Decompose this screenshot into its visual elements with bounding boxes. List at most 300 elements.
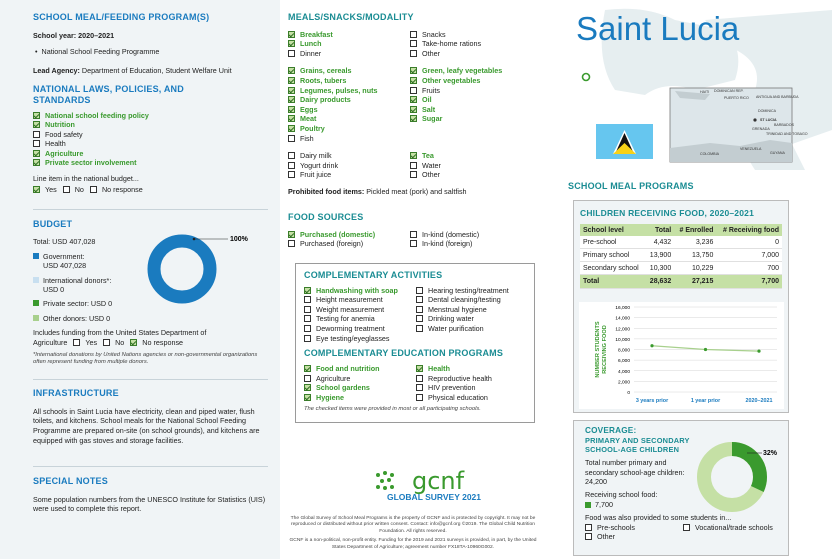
sources-col-a bbox=[288, 230, 410, 249]
meals-col-a bbox=[288, 30, 410, 59]
checklist-label: Menstrual hygiene bbox=[428, 304, 487, 314]
table-header-row bbox=[580, 224, 782, 236]
checkbox[interactable] bbox=[33, 131, 40, 138]
usda-yes-checkbox[interactable] bbox=[73, 339, 80, 346]
coverage-donut bbox=[692, 439, 790, 513]
y-tick-label: 14,000 bbox=[615, 316, 630, 322]
checklist-item bbox=[304, 305, 416, 315]
checklist-item bbox=[304, 374, 416, 384]
sources-col-b bbox=[410, 230, 479, 249]
table-cell: 7,000 bbox=[716, 249, 782, 262]
st-lucia-dot bbox=[753, 118, 756, 121]
checkbox[interactable] bbox=[304, 375, 311, 382]
children-heading: CHILDREN RECEIVING FOOD, 2020–2021 bbox=[580, 208, 755, 218]
checklist-label: Fish bbox=[300, 133, 314, 143]
also-provided: Food was also provided to some students in... bbox=[585, 513, 732, 523]
table-header-cell: Total bbox=[645, 224, 674, 236]
checklist-item bbox=[410, 30, 481, 40]
legend-government: Government: USD 407,028 bbox=[33, 252, 268, 271]
checklist-item bbox=[304, 364, 416, 374]
checkbox[interactable] bbox=[410, 231, 417, 238]
program-item: • National School Feeding Programme bbox=[35, 47, 160, 57]
map-label: HAITI bbox=[700, 90, 710, 94]
checklist-label: Fruits bbox=[422, 85, 440, 95]
budget-donut-ring bbox=[154, 241, 210, 297]
notes-text: Some population numbers from the UNESCO Institute for Statistics (UIS) were used to complete this report. bbox=[33, 494, 266, 514]
checklist-item bbox=[288, 230, 410, 240]
checkbox[interactable] bbox=[416, 315, 423, 322]
edu-col-b bbox=[416, 364, 492, 402]
coverage-heading: COVERAGE: bbox=[585, 426, 637, 435]
vocational-checkbox[interactable] bbox=[683, 524, 690, 531]
checklist-label: Deworming treatment bbox=[316, 324, 385, 334]
checkbox[interactable] bbox=[410, 106, 417, 113]
checklist-item bbox=[416, 305, 509, 315]
checklist-label: Food safety bbox=[45, 129, 83, 139]
checklist-label: Eye testing/eyeglasses bbox=[316, 333, 390, 343]
checklist-label: Other bbox=[422, 170, 440, 180]
checklist-item bbox=[416, 364, 492, 374]
checkbox[interactable] bbox=[410, 240, 417, 247]
checklist-label: Roots, tubers bbox=[300, 76, 347, 86]
meal-program-section bbox=[33, 12, 268, 76]
checklist-item bbox=[410, 161, 441, 171]
table-total-row bbox=[580, 275, 782, 288]
checklist-item bbox=[410, 239, 479, 249]
checklist-label: Snacks bbox=[422, 29, 446, 39]
checklist-item bbox=[288, 30, 410, 40]
checkbox[interactable] bbox=[288, 67, 295, 74]
y-tick-label: 2,000 bbox=[617, 380, 630, 386]
checklist-label: Dinner bbox=[300, 48, 322, 58]
checklist-label: Dairy milk bbox=[300, 151, 332, 161]
table-header-cell: # Receiving food bbox=[716, 224, 782, 236]
no-response-checkbox[interactable] bbox=[90, 186, 97, 193]
checklist-label: Other vegetables bbox=[422, 76, 481, 86]
checklist-item bbox=[33, 120, 268, 130]
table-cell: 13,900 bbox=[645, 249, 674, 262]
also-options-row: Pre-schools Vocational/trade schools bbox=[585, 523, 782, 533]
map-label: ST LUCIA bbox=[760, 118, 777, 122]
checkbox[interactable] bbox=[288, 125, 295, 132]
international-swatch bbox=[33, 277, 39, 283]
checklist-item bbox=[288, 170, 410, 180]
checklist-label: Sugar bbox=[422, 114, 443, 124]
checklist-label: Agriculture bbox=[316, 373, 351, 383]
map-label: GRENADA bbox=[752, 127, 770, 131]
checklist-label: In-kind (domestic) bbox=[422, 229, 480, 239]
sources-grid bbox=[288, 230, 538, 249]
complementary-heading: COMPLEMENTARY ACTIVITIES bbox=[304, 270, 443, 280]
edu-col-a bbox=[304, 364, 416, 402]
table-cell: 3,236 bbox=[674, 236, 716, 249]
table-total-cell: 28,632 bbox=[645, 275, 674, 288]
checklist-item bbox=[410, 114, 502, 124]
divider bbox=[33, 379, 268, 380]
prohibited-items: Prohibited food items: Pickled meat (pork) and saltfish bbox=[288, 187, 467, 196]
checkbox[interactable] bbox=[33, 140, 40, 147]
yes-checkbox[interactable] bbox=[33, 186, 40, 193]
checklist-item bbox=[410, 95, 502, 105]
checkbox[interactable] bbox=[410, 96, 417, 103]
checkbox[interactable] bbox=[410, 115, 417, 122]
checklist-item bbox=[288, 151, 410, 161]
checklist-label: Dental cleaning/testing bbox=[428, 295, 501, 305]
checkbox[interactable] bbox=[288, 152, 295, 159]
checkbox[interactable] bbox=[416, 375, 423, 382]
programs-heading-wrap bbox=[568, 181, 808, 193]
x-tick-label: 3 years prior bbox=[635, 398, 669, 404]
checklist-item bbox=[410, 105, 502, 115]
checkbox[interactable] bbox=[304, 306, 311, 313]
footer bbox=[286, 516, 540, 551]
checkbox[interactable] bbox=[410, 67, 417, 74]
checkbox[interactable] bbox=[304, 325, 311, 332]
checklist-item bbox=[304, 295, 416, 305]
checkbox[interactable] bbox=[33, 112, 40, 119]
checklist-label: Green, leafy vegetables bbox=[422, 66, 503, 76]
country-title: Saint Lucia bbox=[576, 10, 740, 47]
checklist-label: Hygiene bbox=[316, 392, 344, 402]
comp-col-a bbox=[304, 286, 416, 344]
checklist-label: Oil bbox=[422, 95, 432, 105]
data-point bbox=[650, 344, 653, 347]
coverage-subheading: PRIMARY AND SECONDARY SCHOOL-AGE CHILDREN bbox=[585, 435, 690, 454]
checklist-label: Purchased (foreign) bbox=[300, 239, 364, 249]
budget-line-question: Line item in the national budget... bbox=[33, 174, 139, 184]
checklist-label: Lunch bbox=[300, 39, 322, 49]
checklist-item bbox=[288, 39, 410, 49]
checkbox[interactable] bbox=[304, 296, 311, 303]
checklist-label: Nutrition bbox=[45, 120, 75, 130]
checklist-item bbox=[33, 149, 268, 159]
checklist-item bbox=[288, 124, 410, 134]
checklist-label: Food and nutrition bbox=[316, 363, 380, 373]
coverage-total: Total number primary and secondary school-age children: 24,200 bbox=[585, 458, 685, 487]
checklist-label: Water purification bbox=[428, 324, 484, 334]
education-grid bbox=[304, 364, 526, 402]
trend-chart bbox=[579, 302, 784, 409]
checkbox[interactable] bbox=[416, 394, 423, 401]
checklist-item bbox=[410, 39, 481, 49]
checkbox[interactable] bbox=[416, 296, 423, 303]
checkbox[interactable] bbox=[304, 287, 311, 294]
complementary-grid bbox=[304, 286, 526, 344]
meal-program-heading: SCHOOL MEAL/FEEDING PROGRAM(S) bbox=[33, 12, 210, 22]
checkbox[interactable] bbox=[416, 306, 423, 313]
checklist-label: Handwashing with soap bbox=[316, 285, 398, 295]
checklist-item bbox=[410, 170, 441, 180]
checklist-item bbox=[288, 105, 410, 115]
map-label: TRINIDAD AND TOBAGO bbox=[766, 132, 808, 136]
checklist-label: Take-home rations bbox=[422, 39, 482, 49]
checklist-item bbox=[410, 66, 502, 76]
checklist-item bbox=[416, 393, 492, 403]
drinks-col-a bbox=[288, 151, 410, 180]
foods-col-b bbox=[410, 66, 502, 143]
checkbox[interactable] bbox=[33, 121, 40, 128]
checklist-label: Testing for anemia bbox=[316, 314, 375, 324]
map-label: VENEZUELA bbox=[740, 147, 762, 151]
laws-heading: NATIONAL LAWS, POLICIES, AND STANDARDS bbox=[33, 84, 184, 106]
checkbox[interactable] bbox=[416, 365, 423, 372]
education-heading: COMPLEMENTARY EDUCATION PROGRAMS bbox=[304, 348, 504, 359]
table-cell: 13,750 bbox=[674, 249, 716, 262]
budget-donut bbox=[144, 229, 264, 309]
school-year: School year: 2020–2021 bbox=[33, 30, 115, 40]
checklist-item bbox=[304, 383, 416, 393]
map-label: COLOMBIA bbox=[700, 152, 719, 156]
checklist-label: Hearing testing/treatment bbox=[428, 285, 509, 295]
checkbox[interactable] bbox=[410, 87, 417, 94]
infrastructure-heading: INFRASTRUCTURE bbox=[33, 388, 119, 398]
usda-no-checkbox[interactable] bbox=[103, 339, 110, 346]
checkbox[interactable] bbox=[288, 77, 295, 84]
budget-heading: BUDGET bbox=[33, 219, 73, 229]
map-label: PUERTO RICO bbox=[724, 96, 749, 100]
checklist-item bbox=[304, 286, 416, 296]
checklist-label: Meat bbox=[300, 114, 317, 124]
map-label: BARBADOS bbox=[774, 123, 794, 127]
checklist-label: Legumes, pulses, nuts bbox=[300, 85, 378, 95]
budget-line-options: Yes No No response bbox=[33, 185, 268, 195]
checklist-label: Grains, cereals bbox=[300, 66, 352, 76]
foods-grid bbox=[288, 66, 538, 143]
checkbox[interactable] bbox=[410, 152, 417, 159]
laws-list bbox=[33, 111, 268, 169]
checklist-label: Height measurement bbox=[316, 295, 383, 305]
checklist-label: Eggs bbox=[300, 104, 318, 114]
checklist-label: Health bbox=[428, 363, 450, 373]
checklist-item bbox=[416, 374, 492, 384]
checklist-label: Dairy products bbox=[300, 95, 351, 105]
checklist-item bbox=[304, 324, 416, 334]
table-total-cell: Total bbox=[580, 275, 645, 288]
checkbox[interactable] bbox=[288, 40, 295, 47]
checkbox[interactable] bbox=[33, 150, 40, 157]
table-row bbox=[580, 249, 782, 262]
checklist-item bbox=[288, 66, 410, 76]
checkbox[interactable] bbox=[410, 40, 417, 47]
checklist-label: HIV prevention bbox=[428, 383, 476, 393]
checkbox[interactable] bbox=[288, 162, 295, 169]
programs-heading: SCHOOL MEAL PROGRAMS bbox=[568, 181, 694, 191]
y-tick-label: 6,000 bbox=[617, 359, 630, 365]
y-tick-label: 4,000 bbox=[617, 369, 630, 375]
footer-copyright: The Global Survey of School Meal Programs is the property of GCNF and is protected by copyright. It may not be reproduced or distributed without prior written consent. Contact: info@gcnf.org ©2019. The Global Child Nutrition Foundation. All rights reserved. bbox=[290, 516, 536, 534]
chart-background bbox=[579, 302, 784, 409]
checklist-item bbox=[416, 383, 492, 393]
checklist-item bbox=[288, 134, 410, 144]
checklist-item bbox=[410, 230, 479, 240]
legend-international: International donors*: USD 0 bbox=[33, 276, 268, 295]
checklist-label: Breakfast bbox=[300, 29, 333, 39]
map-label: DOMINICA bbox=[758, 109, 776, 113]
checkbox[interactable] bbox=[304, 335, 311, 342]
checkbox[interactable] bbox=[416, 384, 423, 391]
checkbox[interactable] bbox=[288, 31, 295, 38]
checkbox[interactable] bbox=[416, 287, 423, 294]
checklist-label: Physical education bbox=[428, 392, 488, 402]
checkbox[interactable] bbox=[288, 231, 295, 238]
drinks-col-b bbox=[410, 151, 441, 180]
table-total-cell: 7,700 bbox=[716, 275, 782, 288]
checkbox[interactable] bbox=[288, 50, 295, 57]
gcnf-logo bbox=[337, 466, 497, 503]
pre-schools-checkbox[interactable] bbox=[585, 524, 592, 531]
survey-label: GLOBAL SURVEY 2021 bbox=[387, 492, 482, 503]
table-cell: Primary school bbox=[580, 249, 645, 262]
coverage-receiving: 7,700 bbox=[585, 500, 782, 509]
other-swatch bbox=[33, 315, 39, 321]
budget-total: Total: USD 407,028 bbox=[33, 236, 96, 246]
infrastructure-text: All schools in Saint Lucia have electricity, clean and piped water, flush toilets, and kitchens. School meals for the National School Feeding Programme are prepared on-site (on school grounds), and kitchens are equipped with gas stoves and storage facilities. bbox=[33, 406, 260, 445]
map-label: DOMINICAN REP. bbox=[714, 89, 744, 93]
table-cell: 4,432 bbox=[645, 236, 674, 249]
y-tick-label: 8,000 bbox=[617, 348, 630, 354]
region-map bbox=[670, 88, 808, 162]
checkbox[interactable] bbox=[288, 171, 295, 178]
checkbox[interactable] bbox=[410, 171, 417, 178]
checklist-item bbox=[288, 239, 410, 249]
table-row bbox=[580, 236, 782, 249]
meals-section bbox=[288, 12, 538, 196]
table-total-cell: 27,215 bbox=[674, 275, 716, 288]
checkbox[interactable] bbox=[304, 384, 311, 391]
x-tick-label: 1 year prior bbox=[690, 398, 721, 404]
checklist-item bbox=[33, 130, 268, 140]
coverage-box bbox=[573, 420, 789, 556]
table-header-cell: School level bbox=[580, 224, 645, 236]
data-point bbox=[757, 349, 760, 352]
sources-section bbox=[288, 212, 538, 249]
usda-no-response-checkbox[interactable] bbox=[130, 339, 137, 346]
checkbox[interactable] bbox=[304, 365, 311, 372]
checklist-item bbox=[33, 111, 268, 121]
checklist-item bbox=[288, 86, 410, 96]
table-cell: 10,300 bbox=[645, 262, 674, 275]
checklist-item bbox=[410, 76, 502, 86]
table-body bbox=[580, 236, 782, 288]
no-checkbox[interactable] bbox=[63, 186, 70, 193]
comp-col-b bbox=[416, 286, 509, 344]
checklist-label: National school feeding policy bbox=[45, 110, 149, 120]
meals-col-b bbox=[410, 30, 481, 59]
checkbox[interactable] bbox=[304, 315, 311, 322]
saint-lucia-flag bbox=[596, 124, 653, 159]
drinks-grid bbox=[288, 151, 538, 180]
checklist-label: Agriculture bbox=[45, 148, 84, 158]
checklist-label: Other bbox=[422, 48, 440, 58]
checklist-item bbox=[410, 86, 502, 96]
map-label: ANTIGUA AND BARBUDA bbox=[756, 95, 799, 99]
checklist-item bbox=[416, 286, 509, 296]
checklist-item bbox=[304, 393, 416, 403]
checkbox[interactable] bbox=[288, 87, 295, 94]
checklist-item bbox=[410, 49, 481, 59]
checklist-item bbox=[304, 314, 416, 324]
footer-funding: GCNF is a non-political, non-profit entity. Funding for the 2019 and 2021 surveys is provided, in part, by the United States Department of Agriculture; agreement number FX18TA-10960G002. bbox=[289, 538, 537, 550]
checklist-item bbox=[33, 158, 268, 168]
checklist-item bbox=[288, 76, 410, 86]
checkbox[interactable] bbox=[288, 106, 295, 113]
notes-heading: SPECIAL NOTES bbox=[33, 476, 108, 486]
notes-section bbox=[33, 476, 268, 514]
checkbox[interactable] bbox=[410, 162, 417, 169]
table-cell: Secondary school bbox=[580, 262, 645, 275]
checklist-item bbox=[288, 114, 410, 124]
checklist-item bbox=[288, 95, 410, 105]
coverage-pct-label: 32% bbox=[763, 450, 778, 457]
checklist-item bbox=[416, 324, 509, 334]
table-cell: Pre-school bbox=[580, 236, 645, 249]
usda-funding: Includes funding from the United States Department of Agriculture Yes No No response bbox=[33, 328, 207, 347]
coverage-receiving-label: Receiving school food: bbox=[585, 490, 658, 500]
y-tick-label: 10,000 bbox=[615, 337, 630, 343]
map-label: GUYANA bbox=[770, 151, 785, 155]
checklist-item bbox=[33, 139, 268, 149]
table-cell: 10,229 bbox=[674, 262, 716, 275]
checkbox[interactable] bbox=[288, 96, 295, 103]
legend-other: Other donors: USD 0 bbox=[33, 314, 268, 323]
table-cell: 700 bbox=[716, 262, 782, 275]
budget-footnote: *International donations by United Nations agencies or non-governmental organizations often represent funding from multiple donors. bbox=[33, 351, 258, 366]
children-box bbox=[573, 200, 789, 413]
checkbox[interactable] bbox=[288, 135, 295, 142]
donut-leader-dot bbox=[193, 238, 196, 241]
checklist-label: School gardens bbox=[316, 383, 370, 393]
checkbox[interactable] bbox=[410, 31, 417, 38]
checklist-label: Drinking water bbox=[428, 314, 474, 324]
y-tick-label: 16,000 bbox=[615, 306, 630, 311]
checklist-item bbox=[410, 151, 441, 161]
sources-heading: FOOD SOURCES bbox=[288, 212, 364, 222]
table-row bbox=[580, 262, 782, 275]
meals-grid bbox=[288, 30, 538, 59]
x-tick-label: 2020–2021 bbox=[745, 398, 773, 404]
legend-private: Private sector: USD 0 bbox=[33, 299, 268, 308]
budget-pct-label: 100% bbox=[230, 236, 248, 243]
checklist-item bbox=[288, 49, 410, 59]
private-swatch bbox=[33, 300, 39, 306]
infrastructure-section bbox=[33, 388, 268, 446]
checkbox[interactable] bbox=[410, 50, 417, 57]
checkbox[interactable] bbox=[410, 77, 417, 84]
checkbox[interactable] bbox=[288, 115, 295, 122]
government-swatch bbox=[33, 253, 39, 259]
checkbox[interactable] bbox=[288, 240, 295, 247]
checklist-label: Poultry bbox=[300, 124, 325, 134]
checklist-label: Tea bbox=[422, 151, 434, 161]
other-checkbox[interactable] bbox=[585, 533, 592, 540]
checkbox[interactable] bbox=[416, 325, 423, 332]
education-note: The checked items were provided in most or all participating schools. bbox=[304, 406, 481, 413]
checkbox[interactable] bbox=[33, 159, 40, 166]
y-tick-label: 0 bbox=[627, 391, 630, 396]
checklist-label: Purchased (domestic) bbox=[300, 229, 376, 239]
checklist-label: Reproductive health bbox=[428, 373, 492, 383]
checklist-item bbox=[416, 314, 509, 324]
laws-section bbox=[33, 84, 268, 195]
receiving-swatch bbox=[585, 502, 591, 508]
checkbox[interactable] bbox=[304, 394, 311, 401]
y-axis-label: NUMBER STUDENTSRECEIVING FOOD bbox=[595, 321, 608, 378]
checklist-label: Water bbox=[422, 160, 441, 170]
gcnf-wordmark: gcnf bbox=[411, 467, 465, 495]
children-table bbox=[580, 224, 782, 288]
data-point bbox=[704, 348, 707, 351]
checklist-label: Salt bbox=[422, 104, 436, 114]
